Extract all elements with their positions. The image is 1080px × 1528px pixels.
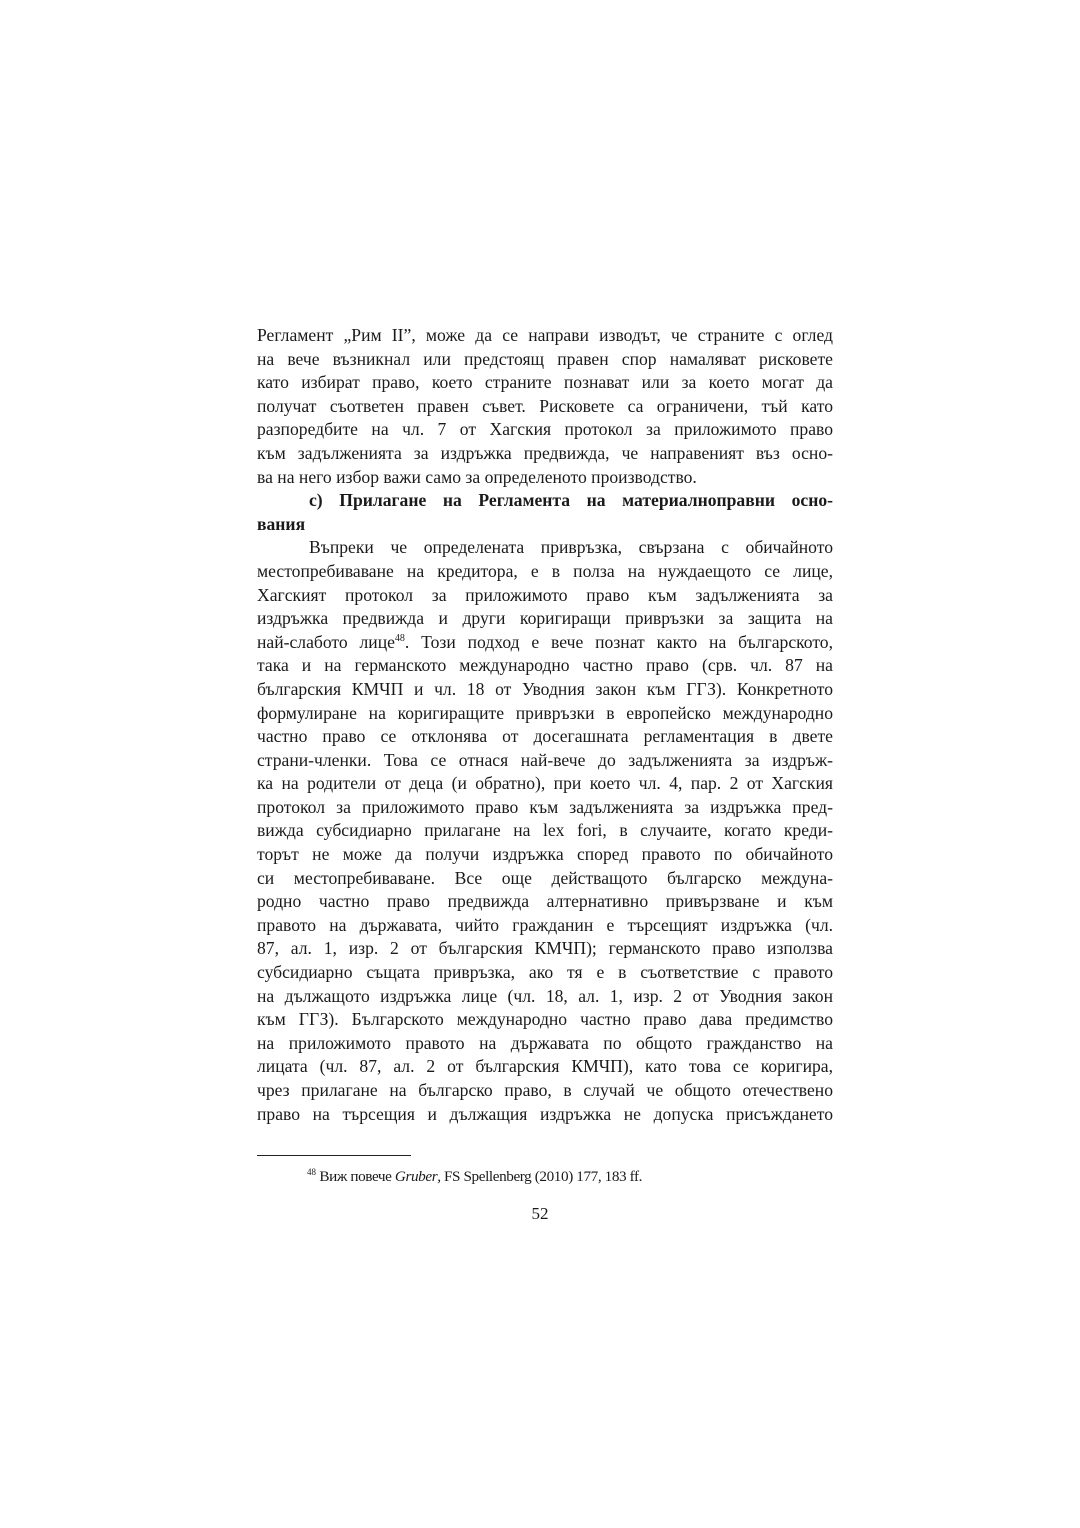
body-line: към задълженията за издръжка предвижда, че направеният въз осно- bbox=[257, 442, 833, 463]
page-body bbox=[257, 324, 833, 1126]
paragraph-rest bbox=[257, 654, 833, 1126]
paragraph-line: 87, ал. 1, изр. 2 от българския КМЧП); германското право използва bbox=[257, 938, 833, 959]
body-line: ва на него избор важи само за определеното производство. bbox=[257, 466, 697, 487]
paragraph-line: право на търсещия и дължащия издръжка не допуска присъждането bbox=[257, 1103, 833, 1124]
paragraph-line: лицата (чл. 87, ал. 2 от българския КМЧП), като това се коригира, bbox=[257, 1056, 833, 1077]
body-line: на вече възникнал или предстоящ правен спор намаляват рисковете bbox=[257, 348, 833, 369]
paragraph-line: местопребиваване на кредитора, е в полза на нуждаещото се лице, bbox=[257, 560, 833, 581]
body-line: като избират право, което страните познават или за което могат да bbox=[257, 372, 833, 393]
paragraph-line: българския КМЧП и чл. 18 от Уводния закон към ГГЗ). Конкретното bbox=[257, 678, 833, 699]
footnote-text: Виж повече bbox=[316, 1168, 395, 1185]
paragraph-line: на дължащото издръжка лице (чл. 18, ал. 1, изр. 2 от Уводния закон bbox=[257, 985, 833, 1006]
body-line: разпоредбите на чл. 7 от Хагския протокол за приложимото право bbox=[257, 419, 833, 440]
paragraph-line: правото на държавата, чийто гражданин е търсещият издръжка (чл. bbox=[257, 914, 833, 935]
paragraph-line: протокол за приложимото право към задълженията за издръжка пред- bbox=[257, 796, 833, 817]
footnote-number: 48 bbox=[307, 1166, 316, 1177]
paragraph-line: родно частно право предвижда алтернативно привързване и към bbox=[257, 891, 833, 912]
paragraph-line: торът не може да получи издръжка според правото по обичайното bbox=[257, 844, 833, 865]
line-text: най-слабото лице bbox=[257, 631, 395, 652]
section-heading-cont: вания bbox=[257, 513, 306, 534]
section-heading: c) Прилагане на Регламента на материалноправни осно- bbox=[309, 490, 833, 511]
paragraph-line: субсидиарно същата привръзка, ако тя е в съответствие с правото bbox=[257, 962, 833, 983]
footnote-author: Gruber bbox=[394, 1168, 438, 1185]
paragraph-line: издръжка предвижда и други коригиращи привръзки за защита на bbox=[257, 608, 833, 629]
paragraph-line: чрез прилагане на българско право, в случай че общото отечествено bbox=[257, 1080, 833, 1100]
paragraph-line: ка на родители от деца (и обратно), при което чл. 4, пар. 2 от Хагския bbox=[257, 773, 833, 794]
paragraph-line: страни-членки. Това се отнася най-вече до задълженията за издръж- bbox=[257, 749, 833, 770]
paragraph-line: формулиране на коригиращите привръзки в европейско международно bbox=[257, 702, 833, 723]
body-line: получат съответен правен съвет. Рисковете са ограничени, тъй като bbox=[257, 395, 833, 416]
footnote-citation: , FS Spellenberg (2010) 177, 183 ff. bbox=[437, 1168, 643, 1185]
body-line: Регламент „Рим II”, може да се направи изводът, че страните с оглед bbox=[257, 325, 833, 345]
paragraph-line: частно право се отклонява от досегашната регламентация в двете bbox=[257, 726, 833, 747]
footnote-divider bbox=[257, 1155, 411, 1156]
paragraph-line-with-note bbox=[257, 631, 833, 655]
paragraph-line: Въпреки че определената привръзка, свързана с обичайното bbox=[309, 537, 833, 558]
paragraph-line: така и на германското международно частно право (срв. чл. 87 на bbox=[257, 655, 833, 676]
paragraph-line: Хагският протокол за приложимото право към задълженията за bbox=[257, 584, 833, 605]
footnote bbox=[307, 1167, 642, 1187]
paragraph-line: на приложимото правото на държавата по общото гражданство на bbox=[257, 1032, 833, 1053]
page-number: 52 bbox=[531, 1204, 549, 1223]
paragraph-line: си местопребиваване. Все още действащото българско междуна- bbox=[257, 867, 833, 888]
footnote-ref[interactable]: 48 bbox=[394, 632, 405, 644]
paragraph-line: към ГГЗ). Българското международно частно право дава предимство bbox=[257, 1009, 833, 1030]
paragraph-line: вижда субсидиарно прилагане на lex fori, в случаите, когато креди- bbox=[257, 820, 833, 841]
line-text: . Този подход е вече познат както на българското, bbox=[404, 631, 833, 652]
